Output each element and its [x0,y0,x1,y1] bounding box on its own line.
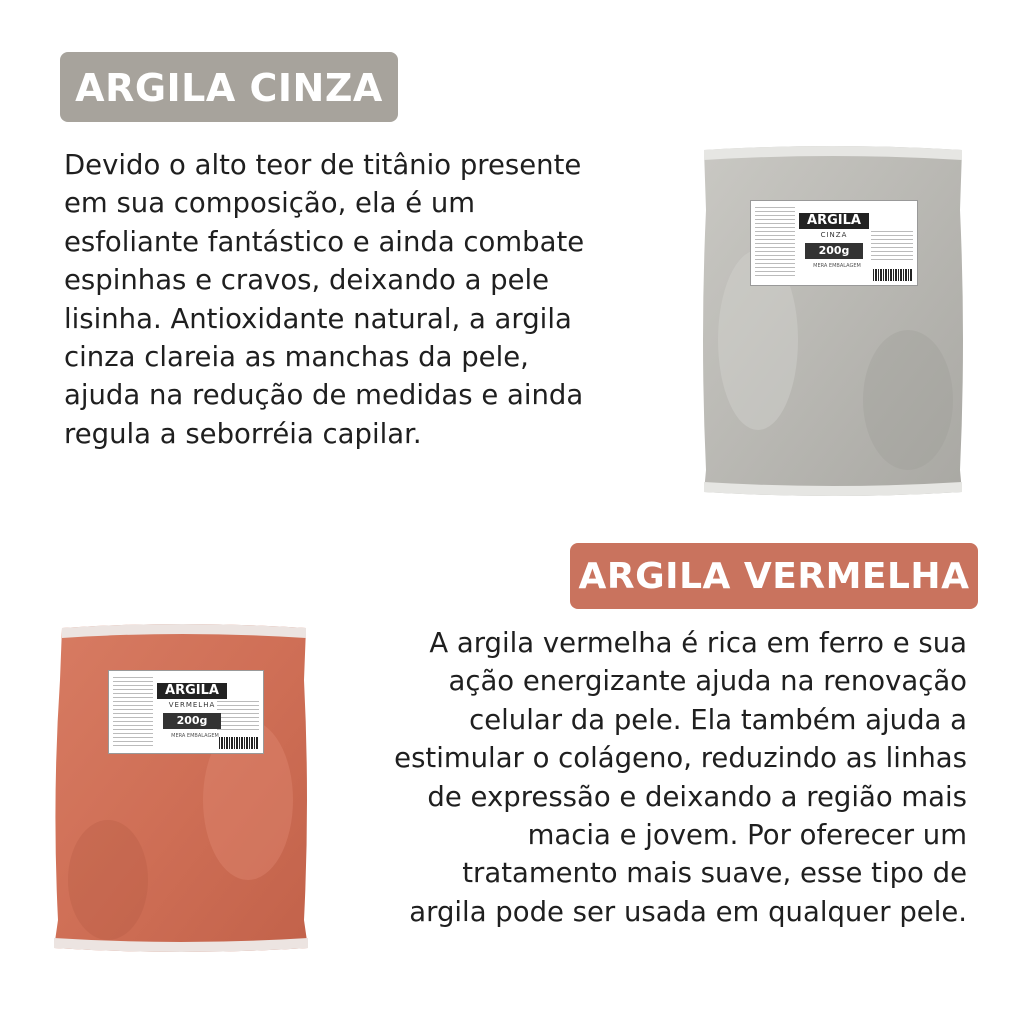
barcode-icon [219,737,259,749]
text-line: celular da pele. Ela também ajuda a [469,703,967,736]
text-line: esfoliante fantástico e ainda combate [64,225,585,258]
text-line: argila pode ser usada em qualquer pele. [409,895,967,928]
heading-argila-cinza: ARGILA CINZA [60,52,398,122]
barcode-icon [873,269,913,281]
text-line: de expressão e deixando a região mais [427,780,967,813]
label-variant: VERMELHA [168,701,216,709]
product-image-argila-vermelha [48,620,314,958]
text-line: espinhas e cravos, deixando a pele [64,264,550,297]
description-argila-cinza [64,146,584,453]
label-info-lines [755,207,795,277]
text-line: ação energizante ajuda na renovação [448,665,967,698]
label-weight: 200g [163,713,221,729]
label-info-lines [871,231,913,261]
text-line: tratamento mais suave, esse tipo de [462,857,967,890]
label-note: MERA EMBALAGEM [171,733,219,739]
product-label [108,670,264,754]
label-weight: 200g [805,243,863,259]
text-line: ajuda na redução de medidas e ainda [64,379,584,412]
text-line: lisinha. Antioxidante natural, a argila [64,302,572,335]
label-variant: CINZA [820,231,848,239]
label-note: MERA EMBALAGEM [813,263,861,269]
text-line: estimular o colágeno, reduzindo as linhas [394,742,967,775]
text-line: em sua composição, ela é um [64,187,476,220]
product-image-argila-cinza [698,140,968,502]
text-line: Devido o alto teor de titânio presente [64,149,582,181]
text-line: macia e jovem. Por oferecer um [527,819,967,852]
bag-shape [698,140,968,502]
text-line: cinza clareia as manchas da pele, [64,341,529,374]
product-label [750,200,918,286]
description-argila-vermelha [394,624,967,931]
heading-argila-vermelha: ARGILA VERMELHA [570,543,978,609]
text-line: A argila vermelha é rica em ferro e sua [429,627,967,659]
label-title: ARGILA [157,683,227,699]
label-info-lines [113,677,153,747]
text-line: regula a seborréia capilar. [64,417,422,450]
label-title: ARGILA [799,213,869,229]
